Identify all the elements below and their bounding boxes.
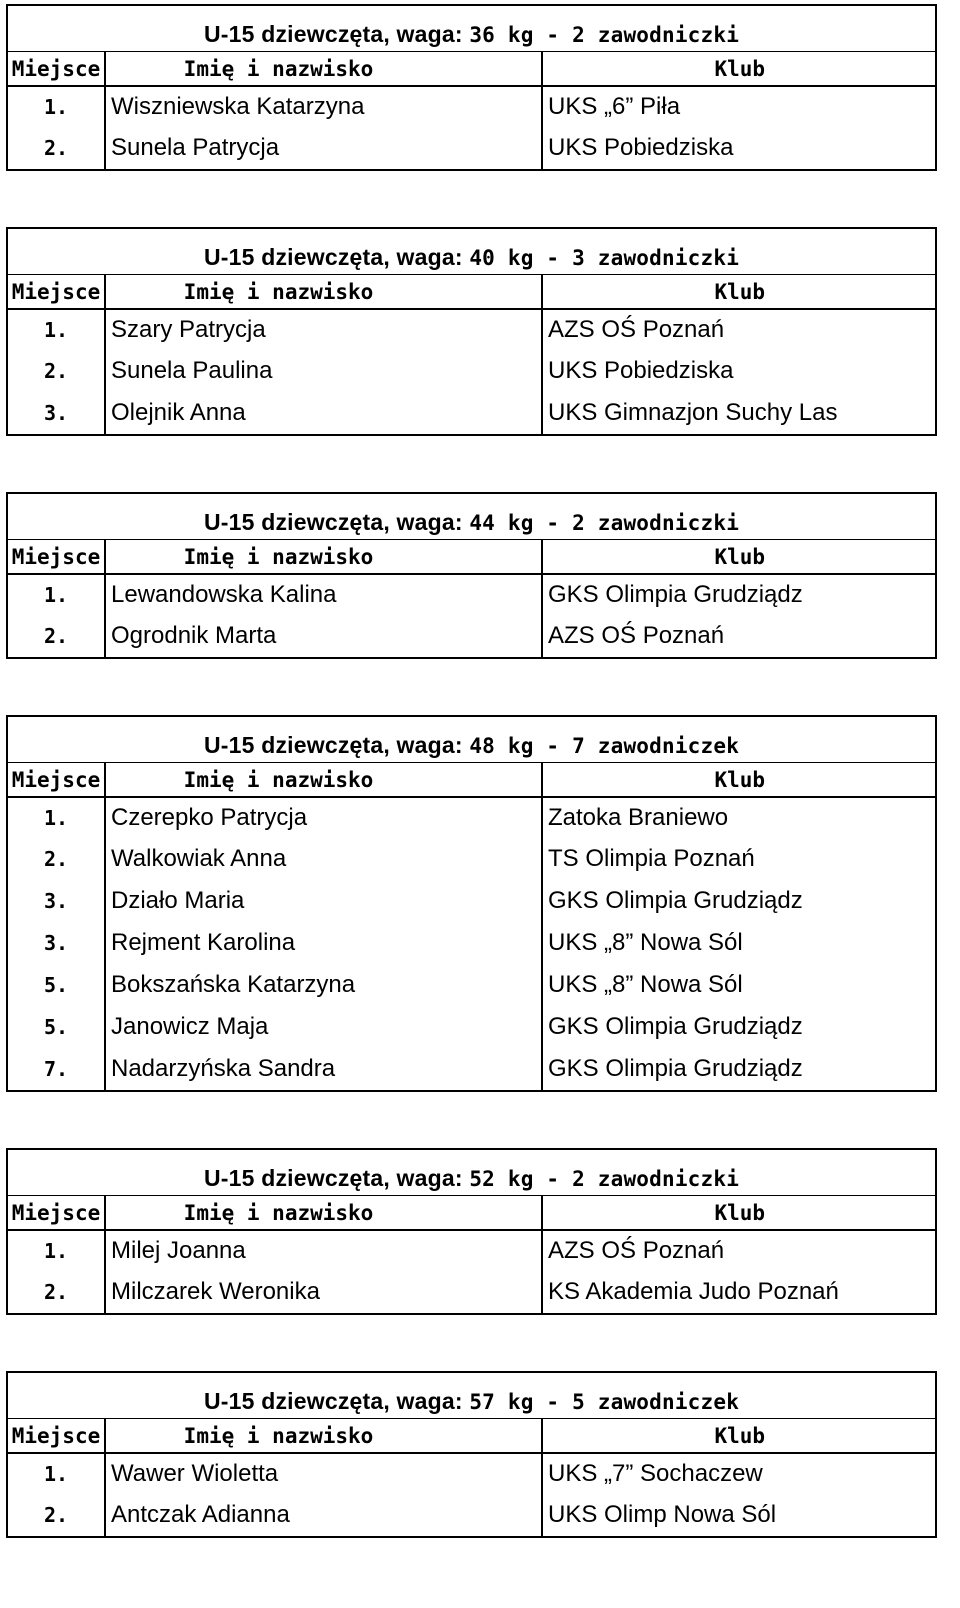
column-header-name: Imię i nazwisko xyxy=(105,52,542,87)
club-cell: UKS Pobiedziska xyxy=(548,357,734,384)
category-table xyxy=(6,492,937,659)
place-cell: 1. xyxy=(7,574,105,615)
club-cell: UKS „7” Sochaczew xyxy=(548,1460,763,1487)
club-cell: UKS „8” Nowa Sól xyxy=(548,971,743,998)
place-cell: 3. xyxy=(7,392,105,435)
club-cell: GKS Olimpia Grudziądz xyxy=(548,581,803,608)
category-table xyxy=(6,4,937,171)
category-title-detail: 44 kg - 2 zawodniczki xyxy=(469,511,740,535)
name-cell: Sunela Paulina xyxy=(105,350,542,392)
table-row xyxy=(7,350,936,392)
table-row xyxy=(7,309,936,350)
club-cell: GKS Olimpia Grudziądz xyxy=(548,1013,803,1040)
place-cell: 1. xyxy=(7,1453,105,1494)
column-header-place: Miejsce xyxy=(7,52,105,87)
column-header-name: Imię i nazwisko xyxy=(105,540,542,575)
column-header-name: Imię i nazwisko xyxy=(105,1419,542,1454)
category-title xyxy=(7,1372,936,1419)
category-title xyxy=(7,493,936,540)
column-header-place: Miejsce xyxy=(7,1419,105,1454)
club-cell: UKS Pobiedziska xyxy=(548,134,734,161)
table-row xyxy=(7,574,936,615)
table-row xyxy=(7,1230,936,1271)
name-cell: Milczarek Weronika xyxy=(105,1271,542,1314)
table-row xyxy=(7,127,936,170)
column-header-club: Klub xyxy=(542,763,936,798)
club-cell: GKS Olimpia Grudziądz xyxy=(548,887,803,914)
name-cell: Rejment Karolina xyxy=(105,922,542,964)
name-cell: Walkowiak Anna xyxy=(105,838,542,880)
category-title-row xyxy=(7,1372,936,1419)
name-cell: Działo Maria xyxy=(105,880,542,922)
place-cell: 5. xyxy=(7,964,105,1006)
category-table xyxy=(6,1371,937,1538)
category-title xyxy=(7,716,936,763)
name-cell: Szary Patrycja xyxy=(105,309,542,350)
place-cell: 2. xyxy=(7,127,105,170)
column-header-club: Klub xyxy=(542,540,936,575)
category-title-row xyxy=(7,716,936,763)
column-header-place: Miejsce xyxy=(7,275,105,310)
category-title-detail: 36 kg - 2 zawodniczki xyxy=(469,23,740,47)
name-cell: Sunela Patrycja xyxy=(105,127,542,170)
club-cell: AZS OŚ Poznań xyxy=(548,316,725,343)
column-header-club: Klub xyxy=(542,1196,936,1231)
name-cell: Lewandowska Kalina xyxy=(105,574,542,615)
table-row xyxy=(7,922,936,964)
column-header-name: Imię i nazwisko xyxy=(105,1196,542,1231)
table-row xyxy=(7,86,936,127)
place-cell: 3. xyxy=(7,880,105,922)
column-header-name: Imię i nazwisko xyxy=(105,275,542,310)
table-row xyxy=(7,1453,936,1494)
category-title-row xyxy=(7,5,936,52)
table-row xyxy=(7,615,936,658)
column-header-row xyxy=(7,1196,936,1231)
place-cell: 2. xyxy=(7,350,105,392)
table-row xyxy=(7,880,936,922)
club-cell: UKS Gimnazjon Suchy Las xyxy=(548,399,838,426)
place-cell: 1. xyxy=(7,309,105,350)
place-cell: 3. xyxy=(7,922,105,964)
column-header-name: Imię i nazwisko xyxy=(105,763,542,798)
category-title xyxy=(7,1149,936,1196)
name-cell: Ogrodnik Marta xyxy=(105,615,542,658)
place-cell: 5. xyxy=(7,1006,105,1048)
place-cell: 1. xyxy=(7,86,105,127)
category-title-row xyxy=(7,228,936,275)
table-row xyxy=(7,838,936,880)
column-header-row xyxy=(7,1419,936,1454)
club-cell: UKS Olimp Nowa Sól xyxy=(548,1501,777,1528)
club-cell: AZS OŚ Poznań xyxy=(548,622,725,649)
name-cell: Antczak Adianna xyxy=(105,1494,542,1537)
place-cell: 2. xyxy=(7,1271,105,1314)
table-row xyxy=(7,1006,936,1048)
place-cell: 1. xyxy=(7,797,105,838)
category-title-label: U-15 dziewczęta, waga: xyxy=(203,732,463,758)
category-title-row xyxy=(7,493,936,540)
table-row xyxy=(7,1048,936,1091)
category-title-detail: 52 kg - 2 zawodniczki xyxy=(469,1167,740,1191)
column-header-row xyxy=(7,275,936,310)
category-title-detail: 48 kg - 7 zawodniczek xyxy=(469,734,740,758)
column-header-club: Klub xyxy=(542,1419,936,1454)
name-cell: Milej Joanna xyxy=(105,1230,542,1271)
column-header-place: Miejsce xyxy=(7,540,105,575)
results-document xyxy=(6,4,935,1594)
name-cell: Janowicz Maja xyxy=(105,1006,542,1048)
category-title-detail: 40 kg - 3 zawodniczki xyxy=(469,246,740,270)
column-header-club: Klub xyxy=(542,275,936,310)
category-title-label: U-15 dziewczęta, waga: xyxy=(203,21,463,47)
column-header-row xyxy=(7,763,936,798)
table-row xyxy=(7,1271,936,1314)
place-cell: 7. xyxy=(7,1048,105,1091)
category-table xyxy=(6,1148,937,1315)
category-title-detail: 57 kg - 5 zawodniczek xyxy=(469,1390,740,1414)
category-table xyxy=(6,227,937,436)
place-cell: 2. xyxy=(7,1494,105,1537)
category-title-row xyxy=(7,1149,936,1196)
column-header-place: Miejsce xyxy=(7,1196,105,1231)
name-cell: Wiszniewska Katarzyna xyxy=(105,86,542,127)
category-title xyxy=(7,5,936,52)
name-cell: Bokszańska Katarzyna xyxy=(105,964,542,1006)
name-cell: Czerepko Patrycja xyxy=(105,797,542,838)
club-cell: KS Akademia Judo Poznań xyxy=(548,1278,839,1305)
place-cell: 1. xyxy=(7,1230,105,1271)
column-header-place: Miejsce xyxy=(7,763,105,798)
table-row xyxy=(7,797,936,838)
category-table xyxy=(6,715,937,1092)
name-cell: Wawer Wioletta xyxy=(105,1453,542,1494)
table-row xyxy=(7,1494,936,1537)
club-cell: UKS „6” Piła xyxy=(548,93,681,120)
club-cell: UKS „8” Nowa Sól xyxy=(548,929,743,956)
club-cell: GKS Olimpia Grudziądz xyxy=(548,1055,803,1082)
table-row xyxy=(7,964,936,1006)
column-header-row xyxy=(7,540,936,575)
category-title xyxy=(7,228,936,275)
column-header-club: Klub xyxy=(542,52,936,87)
category-title-label: U-15 dziewczęta, waga: xyxy=(203,244,463,270)
place-cell: 2. xyxy=(7,838,105,880)
table-row xyxy=(7,392,936,435)
name-cell: Olejnik Anna xyxy=(105,392,542,435)
club-cell: TS Olimpia Poznań xyxy=(548,845,755,872)
club-cell: Zatoka Braniewo xyxy=(548,804,729,831)
category-title-label: U-15 dziewczęta, waga: xyxy=(203,509,463,535)
category-title-label: U-15 dziewczęta, waga: xyxy=(203,1388,463,1414)
place-cell: 2. xyxy=(7,615,105,658)
name-cell: Nadarzyńska Sandra xyxy=(105,1048,542,1091)
club-cell: AZS OŚ Poznań xyxy=(548,1237,725,1264)
category-title-label: U-15 dziewczęta, waga: xyxy=(203,1165,463,1191)
column-header-row xyxy=(7,52,936,87)
